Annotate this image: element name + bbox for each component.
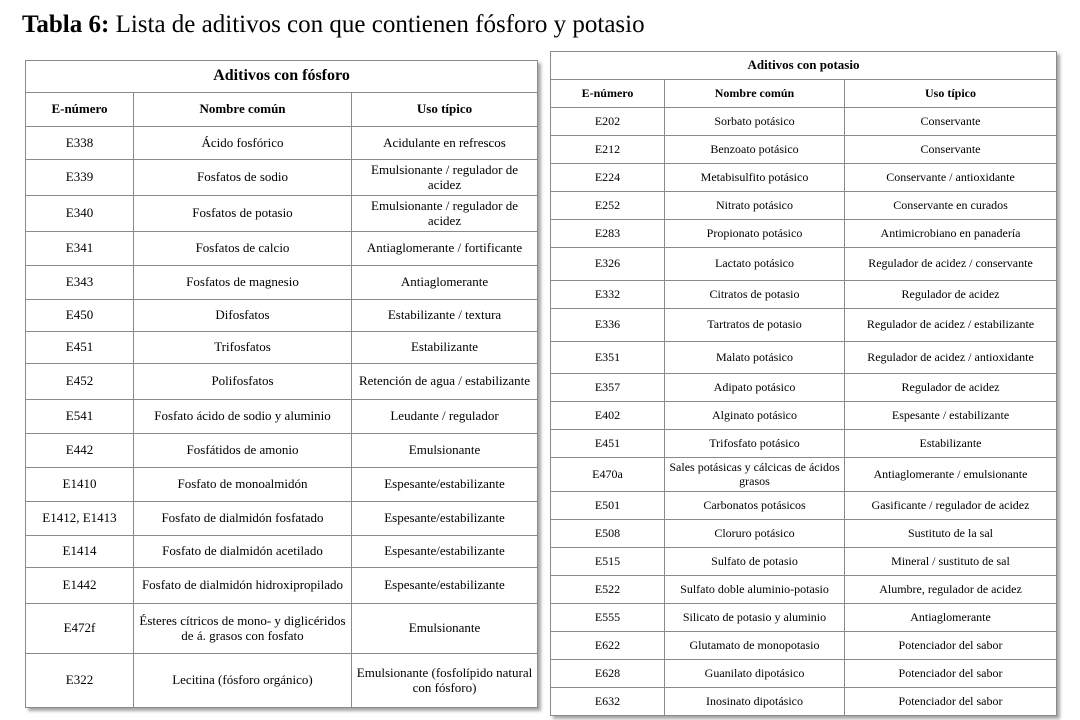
cell-typical-use: Conservante (845, 136, 1057, 164)
column-header-common-name: Nombre común (134, 93, 352, 127)
table-row (551, 458, 1057, 492)
cell-typical-use: Estabilizante / textura (352, 300, 538, 332)
table-row (26, 468, 538, 502)
cell-e-number: E343 (26, 266, 134, 300)
cell-typical-use: Emulsionante / regulador de acidez (352, 160, 538, 196)
table-row (26, 332, 538, 364)
cell-e-number: E252 (551, 192, 665, 220)
table-row (551, 632, 1057, 660)
cell-common-name: Inosinato dipotásico (665, 688, 845, 716)
table-row (26, 364, 538, 400)
table-row (551, 430, 1057, 458)
cell-typical-use: Potenciador del sabor (845, 688, 1057, 716)
cell-e-number: E452 (26, 364, 134, 400)
cell-e-number: E541 (26, 400, 134, 434)
column-header-common-name: Nombre común (665, 80, 845, 108)
table-caption: Aditivos con potasio (551, 52, 1057, 80)
cell-common-name: Fosfato de dialmidón fosfatado (134, 502, 352, 536)
table-row (551, 402, 1057, 430)
table-row (551, 192, 1057, 220)
cell-e-number: E470a (551, 458, 665, 492)
cell-common-name: Fosfato de dialmidón hidroxipropilado (134, 568, 352, 604)
cell-typical-use: Regulador de acidez / estabilizante (845, 309, 1057, 342)
cell-typical-use: Emulsionante (fosfolípido natural con fósforo) (352, 654, 538, 708)
phosphorus-additives-table (25, 60, 538, 708)
table-row (551, 108, 1057, 136)
cell-e-number: E451 (551, 430, 665, 458)
table-row (551, 548, 1057, 576)
cell-common-name: Sorbato potásico (665, 108, 845, 136)
cell-common-name: Trifosfatos (134, 332, 352, 364)
cell-common-name: Nitrato potásico (665, 192, 845, 220)
cell-typical-use: Regulador de acidez / conservante (845, 248, 1057, 281)
cell-e-number: E622 (551, 632, 665, 660)
cell-typical-use: Potenciador del sabor (845, 660, 1057, 688)
cell-common-name: Guanilato dipotásico (665, 660, 845, 688)
cell-typical-use: Antiaglomerante (845, 604, 1057, 632)
cell-common-name: Fosfato ácido de sodio y aluminio (134, 400, 352, 434)
cell-typical-use: Antiaglomerante / fortificante (352, 232, 538, 266)
cell-e-number: E451 (26, 332, 134, 364)
cell-e-number: E357 (551, 374, 665, 402)
cell-common-name: Polifosfatos (134, 364, 352, 400)
cell-e-number: E555 (551, 604, 665, 632)
table-row (26, 300, 538, 332)
cell-e-number: E340 (26, 196, 134, 232)
column-header-typical-use: Uso típico (845, 80, 1057, 108)
cell-typical-use: Emulsionante / regulador de acidez (352, 196, 538, 232)
cell-e-number: E1412, E1413 (26, 502, 134, 536)
cell-common-name: Silicato de potasio y aluminio (665, 604, 845, 632)
cell-typical-use: Emulsionante (352, 434, 538, 468)
cell-typical-use: Estabilizante (845, 430, 1057, 458)
document-title (22, 8, 645, 42)
cell-common-name: Glutamato de monopotasio (665, 632, 845, 660)
cell-typical-use: Espesante / estabilizante (845, 402, 1057, 430)
cell-e-number: E341 (26, 232, 134, 266)
cell-typical-use: Retención de agua / estabilizante (352, 364, 538, 400)
cell-e-number: E402 (551, 402, 665, 430)
cell-typical-use: Emulsionante (352, 604, 538, 654)
cell-typical-use: Conservante en curados (845, 192, 1057, 220)
cell-common-name: Fosfato de dialmidón acetilado (134, 536, 352, 568)
column-header-e-number: E-número (551, 80, 665, 108)
cell-common-name: Fosfatos de potasio (134, 196, 352, 232)
table-row (551, 309, 1057, 342)
cell-typical-use: Antiaglomerante / emulsionante (845, 458, 1057, 492)
cell-typical-use: Regulador de acidez / antioxidante (845, 342, 1057, 374)
cell-typical-use: Antimicrobiano en panadería (845, 220, 1057, 248)
cell-typical-use: Conservante (845, 108, 1057, 136)
potassium-table-body (551, 108, 1057, 716)
phosphorus-table-body (26, 127, 538, 708)
cell-typical-use: Estabilizante (352, 332, 538, 364)
table-row (551, 492, 1057, 520)
cell-e-number: E336 (551, 309, 665, 342)
table-row (26, 196, 538, 232)
cell-e-number: E351 (551, 342, 665, 374)
cell-typical-use: Sustituto de la sal (845, 520, 1057, 548)
table-row (551, 342, 1057, 374)
cell-typical-use: Espesante/estabilizante (352, 468, 538, 502)
table-row (26, 434, 538, 468)
table-row (551, 220, 1057, 248)
cell-common-name: Lactato potásico (665, 248, 845, 281)
cell-typical-use: Conservante / antioxidante (845, 164, 1057, 192)
cell-e-number: E628 (551, 660, 665, 688)
cell-typical-use: Regulador de acidez (845, 281, 1057, 309)
cell-common-name: Cloruro potásico (665, 520, 845, 548)
cell-common-name: Tartratos de potasio (665, 309, 845, 342)
cell-common-name: Sulfato de potasio (665, 548, 845, 576)
table-row (26, 232, 538, 266)
cell-e-number: E339 (26, 160, 134, 196)
table-row (26, 266, 538, 300)
cell-typical-use: Leudante / regulador (352, 400, 538, 434)
cell-e-number: E326 (551, 248, 665, 281)
cell-e-number: E338 (26, 127, 134, 160)
cell-common-name: Fosfatos de calcio (134, 232, 352, 266)
table-row (551, 604, 1057, 632)
cell-typical-use: Espesante/estabilizante (352, 502, 538, 536)
cell-e-number: E322 (26, 654, 134, 708)
table-row (551, 164, 1057, 192)
table-row (26, 536, 538, 568)
cell-e-number: E515 (551, 548, 665, 576)
cell-e-number: E442 (26, 434, 134, 468)
cell-common-name: Sales potásicas y cálcicas de ácidos grasos (665, 458, 845, 492)
cell-common-name: Ácido fosfórico (134, 127, 352, 160)
cell-e-number: E224 (551, 164, 665, 192)
table-row (551, 688, 1057, 716)
cell-e-number: E212 (551, 136, 665, 164)
cell-typical-use: Espesante/estabilizante (352, 568, 538, 604)
table-row (26, 127, 538, 160)
title-label: Tabla 6: (22, 11, 110, 38)
cell-e-number: E1442 (26, 568, 134, 604)
cell-common-name: Lecitina (fósforo orgánico) (134, 654, 352, 708)
cell-typical-use: Regulador de acidez (845, 374, 1057, 402)
column-header-typical-use: Uso típico (352, 93, 538, 127)
cell-e-number: E508 (551, 520, 665, 548)
cell-common-name: Benzoato potásico (665, 136, 845, 164)
column-header-e-number: E-número (26, 93, 134, 127)
potassium-additives-table (550, 51, 1057, 716)
table-row (26, 568, 538, 604)
cell-e-number: E202 (551, 108, 665, 136)
cell-e-number: E450 (26, 300, 134, 332)
table-row (551, 281, 1057, 309)
cell-common-name: Fosfatos de magnesio (134, 266, 352, 300)
cell-e-number: E522 (551, 576, 665, 604)
cell-common-name: Propionato potásico (665, 220, 845, 248)
cell-e-number: E1410 (26, 468, 134, 502)
table-row (551, 374, 1057, 402)
title-text: Lista de aditivos con que contienen fósforo y potasio (109, 11, 645, 38)
cell-typical-use: Acidulante en refrescos (352, 127, 538, 160)
table-row (551, 248, 1057, 281)
cell-common-name: Trifosfato potásico (665, 430, 845, 458)
cell-e-number: E332 (551, 281, 665, 309)
table-row (26, 502, 538, 536)
cell-typical-use: Potenciador del sabor (845, 632, 1057, 660)
cell-typical-use: Espesante/estabilizante (352, 536, 538, 568)
cell-common-name: Sulfato doble aluminio-potasio (665, 576, 845, 604)
table-row (26, 400, 538, 434)
cell-common-name: Carbonatos potásicos (665, 492, 845, 520)
cell-typical-use: Alumbre, regulador de acidez (845, 576, 1057, 604)
table-row (26, 160, 538, 196)
cell-common-name: Metabisulfito potásico (665, 164, 845, 192)
cell-e-number: E1414 (26, 536, 134, 568)
cell-common-name: Alginato potásico (665, 402, 845, 430)
cell-e-number: E632 (551, 688, 665, 716)
cell-e-number: E283 (551, 220, 665, 248)
table-row (551, 576, 1057, 604)
cell-common-name: Ésteres cítricos de mono- y diglicéridos de á. grasos con fosfato (134, 604, 352, 654)
table-row (26, 604, 538, 654)
table-row (26, 654, 538, 708)
table-row (551, 136, 1057, 164)
cell-common-name: Malato potásico (665, 342, 845, 374)
cell-common-name: Fosfatos de sodio (134, 160, 352, 196)
cell-typical-use: Mineral / sustituto de sal (845, 548, 1057, 576)
cell-common-name: Adipato potásico (665, 374, 845, 402)
cell-common-name: Difosfatos (134, 300, 352, 332)
cell-e-number: E501 (551, 492, 665, 520)
cell-common-name: Fosfátidos de amonio (134, 434, 352, 468)
table-caption: Aditivos con fósforo (26, 61, 538, 93)
cell-typical-use: Gasificante / regulador de acidez (845, 492, 1057, 520)
cell-e-number: E472f (26, 604, 134, 654)
cell-common-name: Fosfato de monoalmidón (134, 468, 352, 502)
table-row (551, 660, 1057, 688)
cell-typical-use: Antiaglomerante (352, 266, 538, 300)
cell-common-name: Citratos de potasio (665, 281, 845, 309)
table-row (551, 520, 1057, 548)
